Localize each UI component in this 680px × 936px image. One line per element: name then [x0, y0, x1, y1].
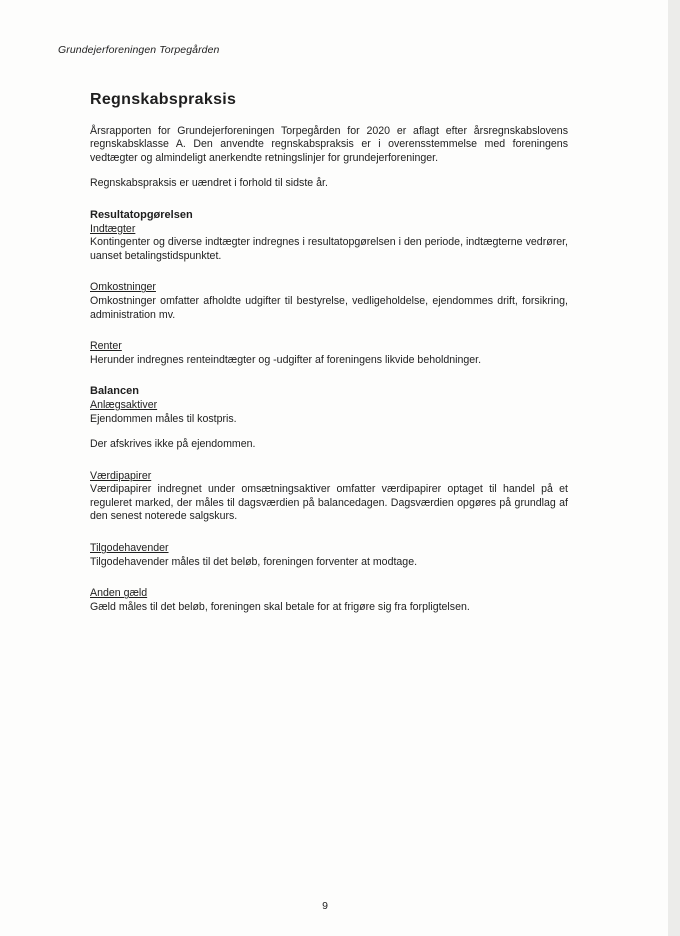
- section-heading-balancen: Balancen: [90, 385, 139, 398]
- page-number: 9: [322, 900, 328, 912]
- subheading-anlaegsaktiver: Anlægsaktiver: [90, 398, 158, 411]
- subheading-omkostninger: Omkostninger: [90, 281, 156, 294]
- text-omkostninger: Omkostninger omfatter afholdte udgifter til bestyrelse, vedligeholdelse, ejendommes drift, forsikring, administration mv.: [90, 294, 568, 321]
- running-header: Grundejerforeningen Torpegården: [58, 44, 220, 56]
- text-renter: Herunder indregnes renteindtægter og -udgifter af foreningens likvide beholdninger.: [90, 353, 482, 366]
- subheading-renter: Renter: [90, 340, 122, 353]
- intro-paragraph: Årsrapporten for Grundejerforeningen Torpegården for 2020 er aflagt efter årsregnskabslovens regnskabsklasse A. Den anvendte regnskabspraksis er i overensstemmelse med foreningens vedtægter og almindeligt anerkendte retningslinjer for grundejerforeninger.: [90, 124, 568, 164]
- intro-note: Regnskabspraksis er uændret i forhold til sidste år.: [90, 177, 328, 190]
- text-afskrivning: Der afskrives ikke på ejendommen.: [90, 438, 256, 451]
- subheading-tilgodehavender: Tilgodehavender: [90, 542, 169, 555]
- subheading-vaerdipapirer: Værdipapirer: [90, 469, 152, 482]
- page-edge-shadow: [668, 0, 680, 936]
- text-tilgodehavender: Tilgodehavender måles til det beløb, foreningen forventer at modtage.: [90, 555, 418, 568]
- section-heading-resultatopgorelsen: Resultatopgørelsen: [90, 208, 193, 221]
- page-title: Regnskabspraksis: [90, 91, 237, 108]
- text-anden-gaeld: Gæld måles til det beløb, foreningen skal betale for at frigøre sig fra forpligtelsen.: [90, 600, 470, 613]
- subheading-indtaegter: Indtægter: [90, 222, 136, 235]
- text-indtaegter: Kontingenter og diverse indtægter indregnes i resultatopgørelsen i den periode, indtægterne vedrører, uanset betalingstidspunktet.: [90, 236, 568, 262]
- text-vaerdipapirer: Værdipapirer indregnet under omsætningsaktiver omfatter værdipapirer optaget til handel på et reguleret marked, der måles til dagsværdien på balancedagen. Dagsværdien opgøres på grundlag af den senest noterede salgskurs.: [90, 483, 568, 523]
- subheading-anden-gaeld: Anden gæld: [90, 587, 148, 600]
- text-anlaegsaktiver: Ejendommen måles til kostpris.: [90, 412, 237, 425]
- page-content: [90, 93, 568, 614]
